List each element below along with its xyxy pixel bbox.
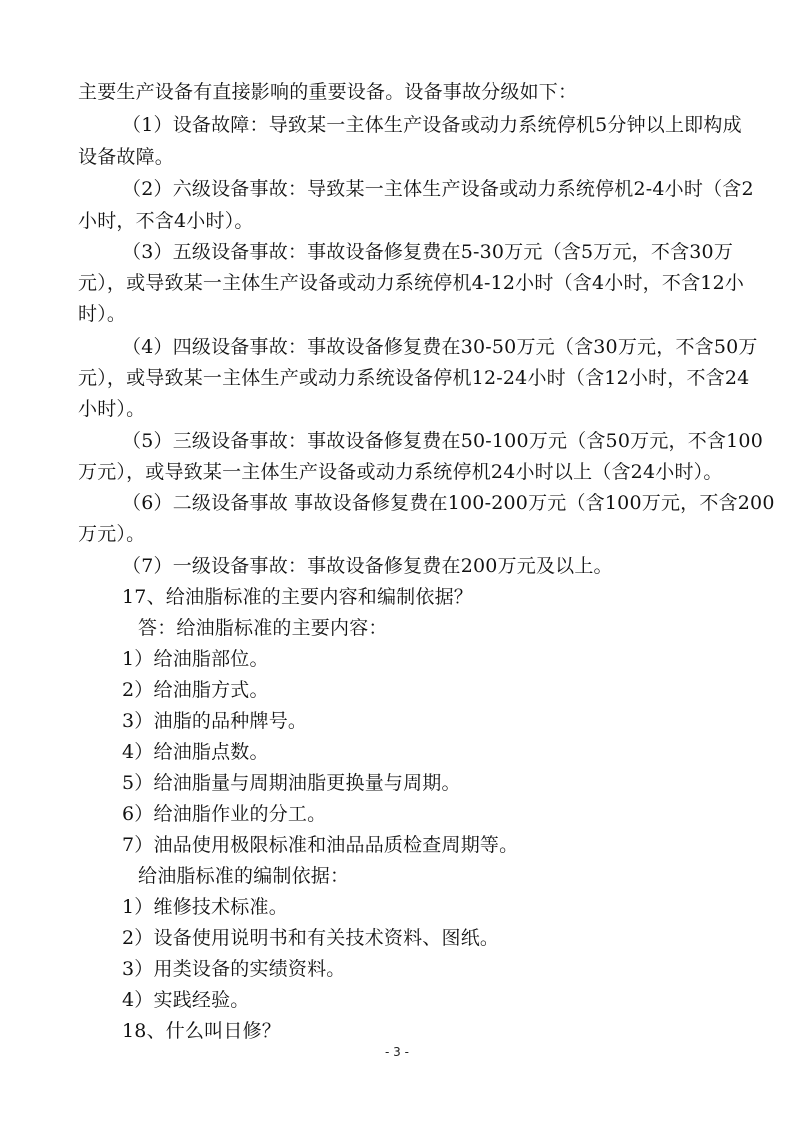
text-line: 主要生产设备有直接影响的重要设备。设备事故分级如下： [78,81,578,103]
list-item: 1）维修技术标准。 [122,896,288,918]
list-item: 5）给油脂量与周期油脂更换量与周期。 [122,772,461,794]
text-line: （7）一级设备事故：事故设备修复费在200万元及以上。 [122,555,613,577]
text-line: 答：给油脂标准的主要内容： [138,617,388,639]
question-heading: 18、什么叫日修？ [122,1020,281,1042]
list-item: 3）用类设备的实绩资料。 [122,958,346,980]
text-line: （2）六级设备事故：导致某一主体生产设备或动力系统停机2-4小时（含2 [122,178,754,200]
text-line: （3）五级设备事故：事故设备修复费在5-30万元（含5万元，不含30万 [122,241,734,263]
text-line: 小时，不含4小时）。 [78,210,254,232]
text-line: （1）设备故障：导致某一主体生产设备或动力系统停机5分钟以上即构成 [122,114,742,136]
text-line: （6）二级设备事故 事故设备修复费在100-200万元（含100万元，不含200 [122,492,775,514]
text-line: （4）四级设备事故：事故设备修复费在30-50万元（含30万元，不含50万 [122,336,758,358]
text-line: 元），或导致某一主体生产或动力系统设备停机12-24小时（含12小时，不含24 [78,367,750,389]
text-line: 给油脂标准的编制依据： [138,865,350,887]
list-item: 4）给油脂点数。 [122,741,269,763]
text-line: 元），或导致某一主体生产设备或动力系统停机4-12小时（含4小时，不含12小 [78,272,745,294]
list-item: 3）油脂的品种牌号。 [122,710,308,732]
text-line: 万元），或导致某一主体生产设备或动力系统停机24小时以上（含24小时）。 [78,461,723,483]
text-line: 小时）。 [78,398,146,420]
text-line: 万元）。 [78,523,146,545]
list-item: 1）给油脂部位。 [122,648,269,670]
page-number: - 3 - [385,1045,409,1059]
list-item: 2）设备使用说明书和有关技术资料、图纸。 [122,927,500,949]
list-item: 2）给油脂方式。 [122,679,269,701]
list-item: 6）给油脂作业的分工。 [122,803,327,825]
text-line: 时）。 [78,303,127,325]
question-heading: 17、给油脂标准的主要内容和编制依据？ [122,586,473,608]
list-item: 4）实践经验。 [122,989,250,1011]
text-line: 设备故障。 [78,146,175,168]
text-line: （5）三级设备事故：事故设备修复费在50-100万元（含50万元，不含100 [122,430,763,452]
list-item: 7）油品使用极限标准和油品品质检查周期等。 [122,834,519,856]
